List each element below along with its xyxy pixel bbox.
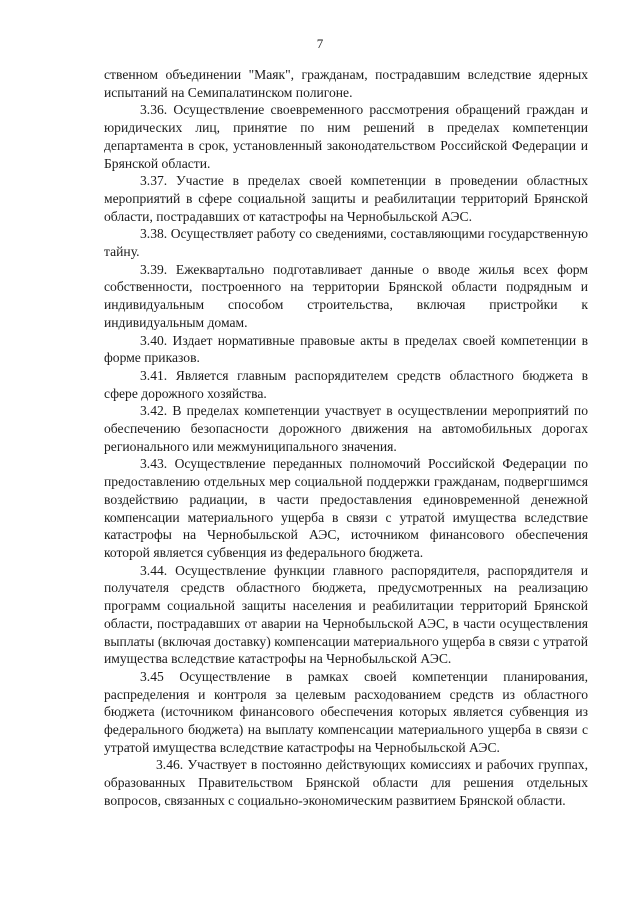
page-number: 7	[316, 36, 324, 51]
document-body	[104, 66, 588, 810]
paragraph-3-46: 3.46. Участвует в постоянно действующих комиссиях и рабочих группах, образованных Правительством Брянской области для решения отдельных вопросов, связанных с социально-экономическим развитием Брянской области.	[104, 757, 588, 808]
paragraph-continuation: ственном объединении "Маяк", гражданам, пострадавшим вследствие ядерных испытаний на Семипалатинском полигоне.	[104, 67, 588, 100]
paragraph-3-45: 3.45 Осуществление в рамках своей компетенции планирования, распределения и контроля за целевым расходованием средств из областного бюджета (источником финансового обеспечения которых является субвенция из федерального бюджета) на выплату компенсации материального ущерба в связи с утратой имущества вследствие катастрофы на Чернобыльской АЭС.	[104, 668, 588, 755]
paragraph-3-39: 3.39. Ежеквартально подготавливает данные о вводе жилья всех форм собственности, построенного на территории Брянской области подрядным и индивидуальным способом строительства, включая пристройки к индивидуальным домам.	[104, 261, 588, 330]
paragraph-3-41: 3.41. Является главным распорядителем средств областного бюджета в сфере дорожного хозяйства.	[104, 367, 588, 401]
paragraph-3-44: 3.44. Осуществление функции главного распорядителя, распорядителя и получателя средств областного бюджета, предусмотренных на реализацию программ социальной защиты населения и реабилитации территорий Брянской области, пострадавших от аварии на Чернобыльской АЭС, в части осуществления выплаты (включая доставку) компенсации материального ущерба в связи с утратой имущества вследствие катастрофы на Чернобыльской АЭС.	[104, 562, 588, 667]
paragraph-3-38: 3.38. Осуществляет работу со сведениями, составляющими государственную тайну.	[104, 226, 588, 260]
paragraph-3-37: 3.37. Участие в пределах своей компетенции в проведении областных мероприятий в сфере социальной защиты и реабилитации территорий Брянской области, пострадавших от катастрофы на Чернобыльской АЭС.	[104, 173, 588, 224]
paragraph-3-36: 3.36. Осуществление своевременного рассмотрения обращений граждан и юридических лиц, принятие по ним решений в пределах компетенции департамента в срок, установленный законодательством Российской Федерации и Брянской области.	[104, 102, 588, 171]
paragraph-3-42: 3.42. В пределах компетенции участвует в осуществлении мероприятий по обеспечению безопасности дорожного движения на автомобильных дорогах регионального или межмуниципального значения.	[104, 403, 588, 454]
paragraph-3-40: 3.40. Издает нормативные правовые акты в пределах своей компетенции в форме приказов.	[104, 332, 588, 366]
paragraph-3-43: 3.43. Осуществление переданных полномочий Российской Федерации по предоставлению отдельных мер социальной поддержки гражданам, подвергшимся воздействию радиации, в части предоставления единовременной денежной компенсации материального ущерба в связи с утратой имущества вследствие катастрофы на Чернобыльской АЭС, источником финансового обеспечения которой является субвенция из федерального бюджета.	[104, 456, 588, 560]
